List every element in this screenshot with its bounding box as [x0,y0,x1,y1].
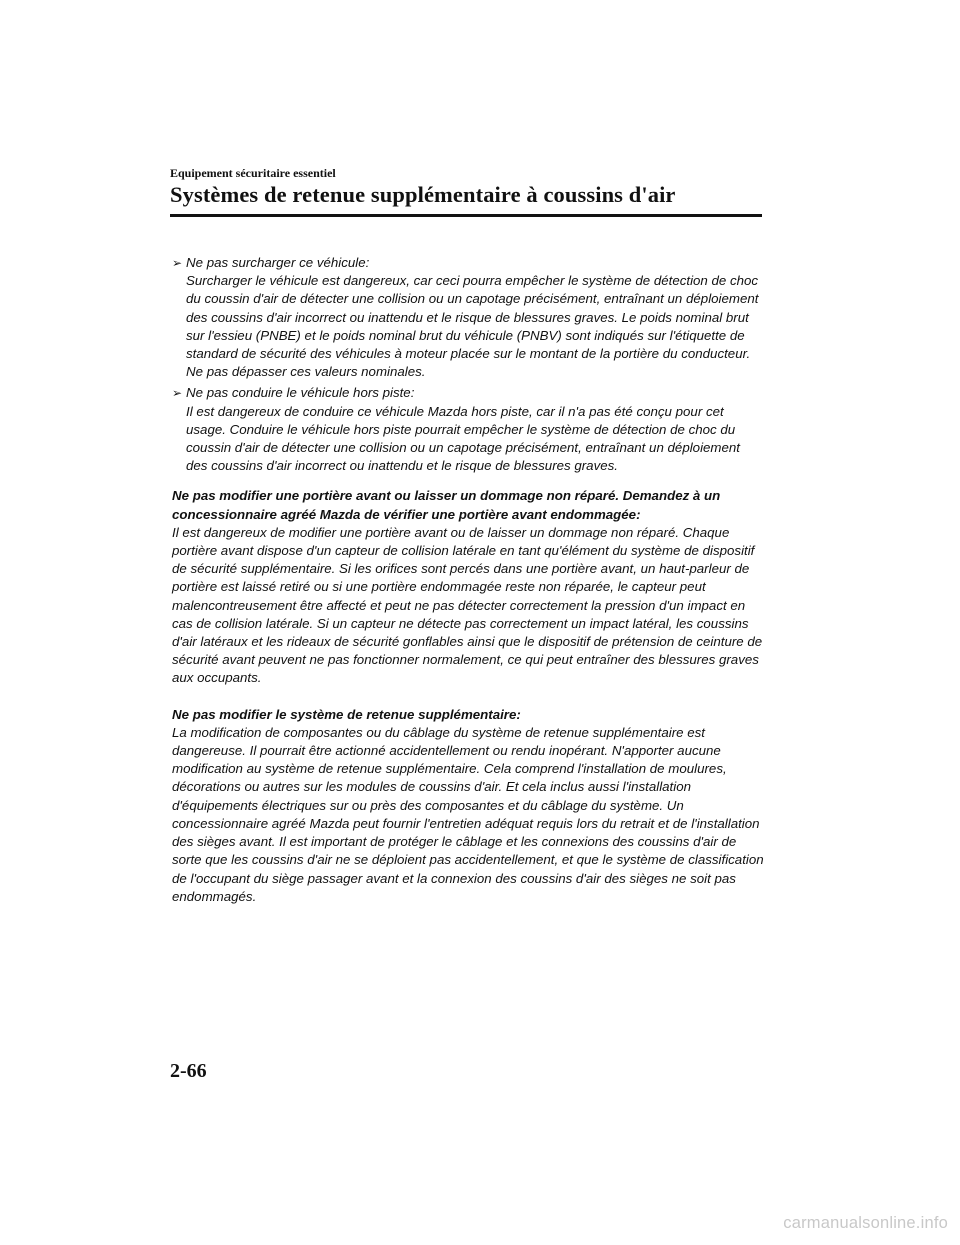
warning-block-front-door [172,487,764,687]
bullet-body: Surcharger le véhicule est dangereux, car ceci pourra empêcher le système de détection de choc du coussin d'air de détecter une collision ou un capotage précisément, entraînant un déploiement des coussins d'air incorrect ou inattendu et le risque de blessures graves. Le poids nominal brut sur l'essieu (PNBE) et le poids nominal brut du véhicule (PNBV) sont indiqués sur l'étiquette de standard de sécurité des véhicules à moteur placée sur le montant de la portière du conducteur. Ne pas dépasser ces valeurs nominales. [186,273,759,380]
footer-watermark: carmanualsonline.info [783,1214,948,1232]
block-heading: Ne pas modifier le système de retenue supplémentaire: [172,706,521,722]
bullet-body: Il est dangereux de conduire ce véhicule Mazda hors piste, car il n'a pas été conçu pour cet usage. Conduire le véhicule hors piste pourrait empêcher le système de détection de choc du coussin d'air de détecter une collision ou un capotage précisément, entraînant un déploiement des coussins d'air incorrect ou inattendu et le risque de blessures graves. [186,403,740,474]
block-body: Il est dangereux de modifier une portière avant ou de laisser un dommage non réparé. Chaque portière avant dispose d'un capteur de collision latérale en tant qu'élément du système de dispositif de sécurité supplémentaire. Si les orifices sont percés dans une portière avant, un haut-parleur de portière est laissé retiré ou si une portière endommagée reste non réparée, le capteur peut malencontreusement être affecté et peut ne pas détecter correctement la pression d'un impact en cas de collision latérale. Si un capteur ne détecte pas correctement un impact latéral, les coussins d'air latéraux et les rideaux de sécurité gonflables ainsi que le dispositif de prétension de ceinture de sécurité avant peuvent ne pas fonctionner normalement, ce qui peut entraîner des blessures graves aux occupants. [172,524,763,686]
bullet-item-offroad [172,384,764,475]
arrow-bullet-icon: ➢ [172,386,183,401]
page-number: 2-66 [170,1060,207,1082]
arrow-bullet-icon: ➢ [172,256,183,270]
block-heading: Ne pas modifier une portière avant ou laisser un dommage non réparé. Demandez à un concessionnaire agréé Mazda de vérifier une portière avant endommagée: [172,488,721,522]
bullet-heading: Ne pas conduire le véhicule hors piste: [186,385,415,401]
page-title: Systèmes de retenue supplémentaire à coussins d'air [170,182,676,207]
bullet-item-overload [172,254,764,381]
section-label: Equipement sécuritaire essentiel [170,166,336,180]
title-divider [170,214,762,217]
block-body: La modification de composantes ou du câblage du système de retenue supplémentaire est dangereuse. Il pourrait être actionné accidentellement ou rendu inopérant. N'apporter aucune modification au système de retenue supplémentaire. Cela comprend l'installation de moulures, décorations ou autres sur les modules de coussins d'air. Et cela inclus aussi l'installation d'équipements électriques sur ou près des composantes et du câblage du système. Un concessionnaire agréé Mazda peut fournir l'entretien adéquat requis lors du retrait et de l'installation des sièges avant. Il est important de protéger le câblage et les connexions des coussins d'air de sorte que les coussins d'air ne se déploient pas accidentellement, et que le système de classification de l'occupant du siège passager avant et la connexion des coussins d'air des sièges ne soit pas endommagés. [172,724,764,904]
bullet-heading: Ne pas surcharger ce véhicule: [186,255,370,270]
document-body [172,254,764,906]
warning-block-srs-modification [172,706,764,906]
